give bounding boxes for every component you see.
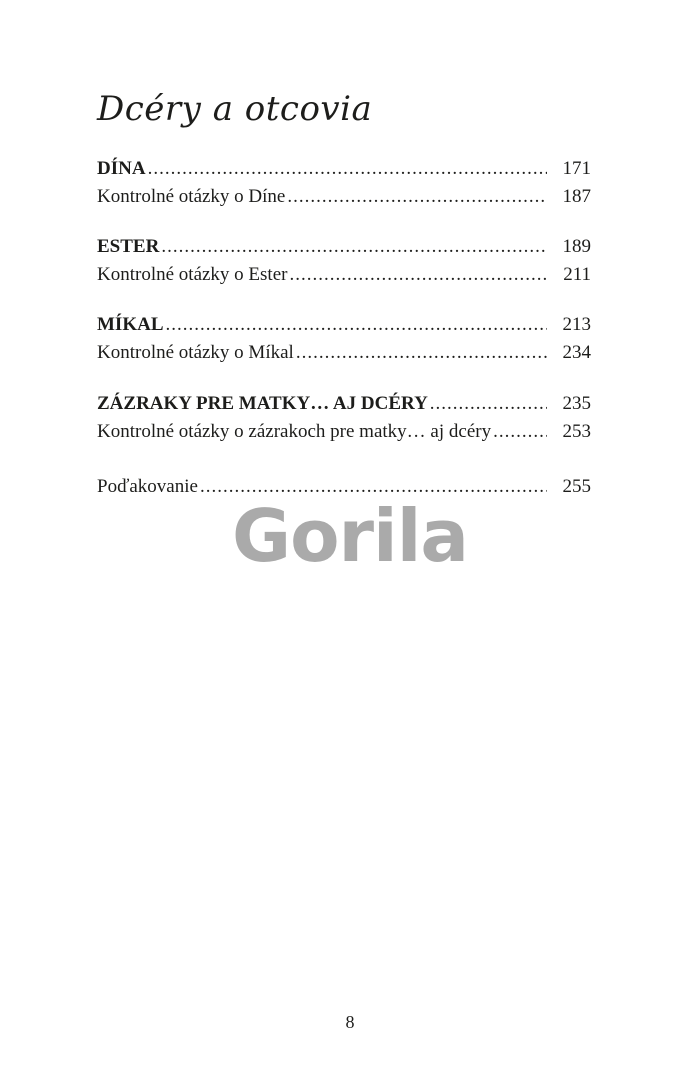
dot-leader <box>493 418 547 446</box>
toc-entry-mikal[interactable] <box>97 311 591 339</box>
toc-entry-questions-mikal[interactable] <box>97 339 591 367</box>
toc-entry-questions-ester[interactable] <box>97 261 591 289</box>
table-of-contents <box>97 155 591 501</box>
dot-leader <box>161 233 547 261</box>
toc-entry-label: DÍNA <box>97 158 146 179</box>
dot-leader <box>430 390 547 418</box>
toc-entry-page: 213 <box>562 314 591 335</box>
toc-entry-page: 171 <box>562 158 591 179</box>
toc-entry-page: 253 <box>562 421 591 442</box>
toc-entry-label: Kontrolné otázky o zázrakoch pre matky… aj dcéry <box>97 421 492 442</box>
toc-entry-label: Kontrolné otázky o Díne <box>97 186 286 207</box>
toc-entry-page: 235 <box>562 393 591 414</box>
toc-entry-page: 187 <box>562 186 591 207</box>
toc-entry-label: Kontrolné otázky o Ester <box>97 264 288 285</box>
dot-leader <box>166 311 548 339</box>
toc-entry-page: 211 <box>563 264 591 285</box>
toc-entry-page: 234 <box>562 342 591 363</box>
toc-entry-label: MÍKAL <box>97 314 164 335</box>
dot-leader <box>148 155 547 183</box>
toc-entry-ester[interactable] <box>97 233 591 261</box>
toc-entry-page: 255 <box>562 476 591 497</box>
toc-entry-questions-miracles[interactable] <box>97 418 591 446</box>
section-title: Dcéry a otcovia <box>97 89 373 129</box>
toc-entry-label: Poďakovanie <box>97 476 198 497</box>
toc-entry-page: 189 <box>562 236 591 257</box>
toc-entry-label: Kontrolné otázky o Míkal <box>97 342 294 363</box>
dot-leader <box>287 183 547 211</box>
dot-leader <box>289 261 547 289</box>
page-number: 8 <box>345 1012 355 1032</box>
watermark-logo: Gorila <box>231 494 468 578</box>
toc-entry-dina[interactable] <box>97 155 591 183</box>
toc-entry-miracles[interactable] <box>97 390 591 418</box>
toc-entry-questions-dina[interactable] <box>97 183 591 211</box>
toc-entry-label: ZÁZRAKY PRE MATKY… AJ DCÉRY <box>97 393 428 414</box>
toc-entry-label: ESTER <box>97 236 160 257</box>
dot-leader <box>296 339 547 367</box>
